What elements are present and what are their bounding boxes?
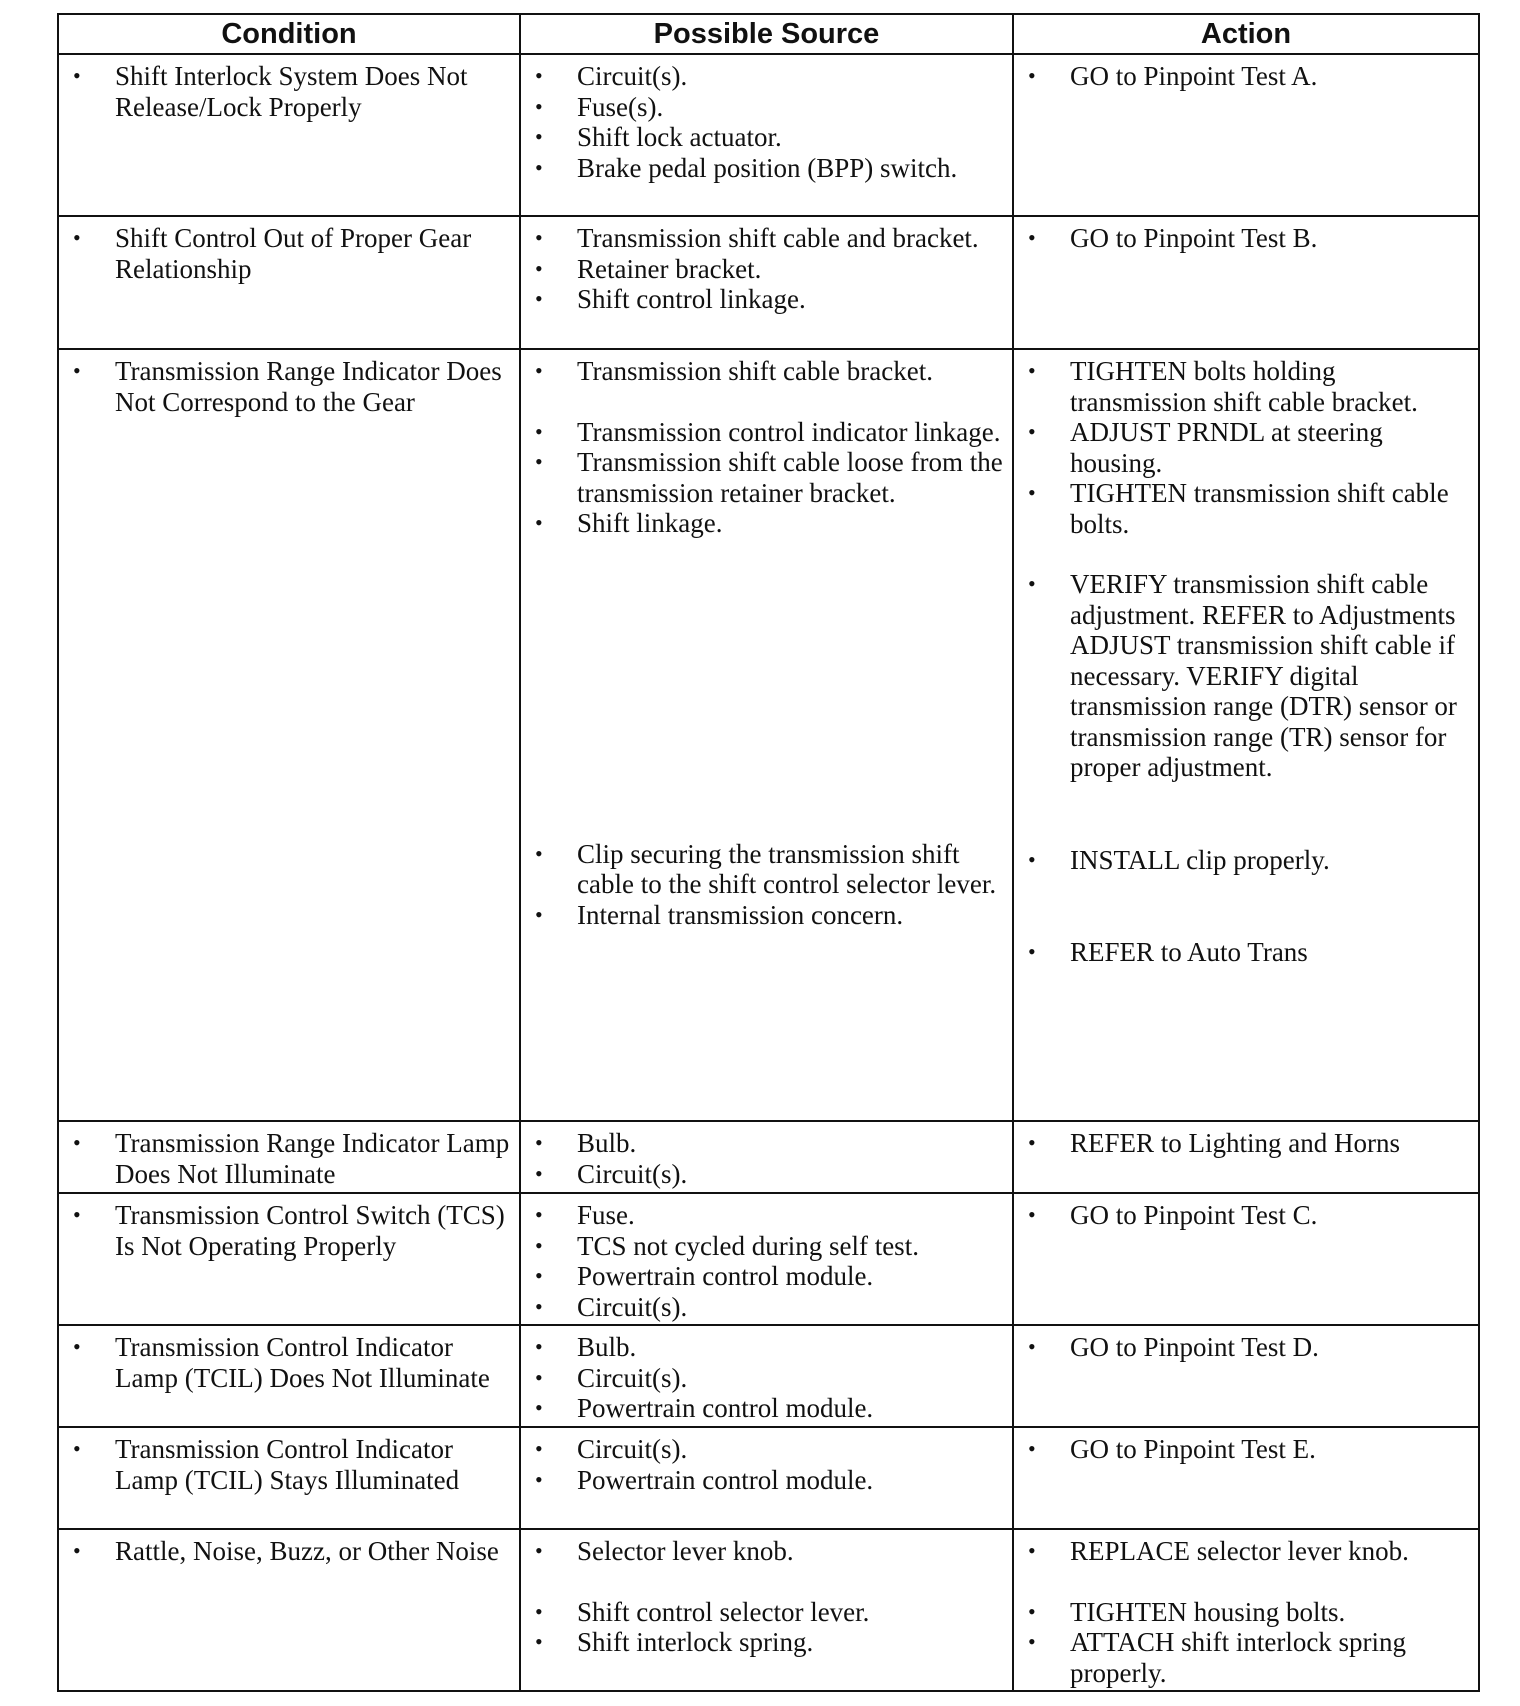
source-item: • Powertrain control module. (521, 1261, 1004, 1292)
condition-item: • Shift Interlock System Does Not Release/Lock Properly (59, 61, 511, 122)
condition-item: • Transmission Range Indicator Lamp Does Not Illuminate (59, 1128, 511, 1189)
source-cell (520, 1193, 1013, 1325)
source-item: • Powertrain control module. (521, 1393, 1004, 1424)
action-item: • REPLACE selector lever knob. (1014, 1536, 1470, 1567)
action-item: • TIGHTEN housing bolts. (1014, 1597, 1470, 1628)
source-item: • Shift lock actuator. (521, 122, 1004, 153)
source-item: • Transmission control indicator linkage. (521, 417, 1004, 448)
source-item: • Transmission shift cable loose from the transmission retainer bracket. (521, 447, 1004, 508)
source-item: • Brake pedal position (BPP) switch. (521, 153, 1004, 184)
action-cell (1013, 1121, 1479, 1193)
table-row (58, 1325, 1479, 1427)
header-action: Action (1013, 14, 1479, 54)
action-cell (1013, 1529, 1479, 1691)
condition-item: • Rattle, Noise, Buzz, or Other Noise (59, 1536, 511, 1567)
source-item: • Circuit(s). (521, 1363, 1004, 1394)
action-item: • GO to Pinpoint Test A. (1014, 61, 1470, 92)
source-item: • Bulb. (521, 1332, 1004, 1363)
action-cell (1013, 349, 1479, 1121)
table-row (58, 216, 1479, 349)
action-item: • GO to Pinpoint Test D. (1014, 1332, 1470, 1363)
action-item: • ATTACH shift interlock spring properly. (1014, 1627, 1470, 1688)
source-item: • Circuit(s). (521, 1434, 1004, 1465)
source-cell (520, 1427, 1013, 1529)
action-item: • GO to Pinpoint Test C. (1014, 1200, 1470, 1231)
table-row (58, 1529, 1479, 1691)
action-item: • REFER to Lighting and Horns (1014, 1128, 1470, 1159)
source-cell (520, 1529, 1013, 1691)
action-cell (1013, 54, 1479, 216)
action-cell (1013, 1193, 1479, 1325)
action-item: • VERIFY transmission shift cable adjustment. REFER to Adjustments (1014, 569, 1470, 630)
action-item: • INSTALL clip properly. (1014, 845, 1470, 876)
source-item: • Fuse(s). (521, 92, 1004, 123)
source-cell (520, 54, 1013, 216)
source-item: • Circuit(s). (521, 1292, 1004, 1323)
source-item: • Circuit(s). (521, 1159, 1004, 1190)
source-item: • Transmission shift cable and bracket. (521, 223, 1004, 254)
action-item: • ADJUST PRNDL at steering housing. (1014, 417, 1470, 478)
action-item: • TIGHTEN transmission shift cable bolts. (1014, 478, 1470, 539)
source-item: • Transmission shift cable bracket. (521, 356, 1004, 387)
condition-cell (58, 1427, 520, 1529)
header-row (58, 14, 1479, 54)
source-item: • Powertrain control module. (521, 1465, 1004, 1496)
action-cell (1013, 1427, 1479, 1529)
source-item: • Internal transmission concern. (521, 900, 1004, 931)
condition-item: • Transmission Control Switch (TCS) Is Not Operating Properly (59, 1200, 511, 1261)
source-item: • Shift interlock spring. (521, 1627, 1004, 1658)
condition-cell (58, 1193, 520, 1325)
condition-cell (58, 1529, 520, 1691)
table-row (58, 1193, 1479, 1325)
source-item: • Bulb. (521, 1128, 1004, 1159)
header-possible-source: Possible Source (520, 14, 1013, 54)
source-item: • Selector lever knob. (521, 1536, 1004, 1567)
source-cell (520, 1121, 1013, 1193)
action-cell (1013, 1325, 1479, 1427)
source-item: • Shift control selector lever. (521, 1597, 1004, 1628)
source-item: • TCS not cycled during self test. (521, 1231, 1004, 1262)
action-continuation: ADJUST transmission shift cable if necessary. VERIFY digital transmission range (DTR) sensor or transmission range (TR) sensor for proper adjustment. (1070, 630, 1457, 782)
condition-cell (58, 216, 520, 349)
condition-cell (58, 54, 520, 216)
symptom-chart-table (57, 13, 1480, 1692)
table-row (58, 349, 1479, 1121)
condition-cell (58, 1121, 520, 1193)
source-item: • Retainer bracket. (521, 254, 1004, 285)
header-condition: Condition (58, 14, 520, 54)
source-cell (520, 1325, 1013, 1427)
table-row (58, 54, 1479, 216)
source-cell (520, 216, 1013, 349)
table-row (58, 1427, 1479, 1529)
source-cell (520, 349, 1013, 1121)
action-cell (1013, 216, 1479, 349)
source-item: • Shift linkage. (521, 508, 1004, 539)
action-item: • TIGHTEN bolts holding transmission shift cable bracket. (1014, 356, 1470, 417)
source-item: • Fuse. (521, 1200, 1004, 1231)
condition-item: • Transmission Control Indicator Lamp (TCIL) Stays Illuminated (59, 1434, 511, 1495)
condition-item: • Shift Control Out of Proper Gear Relationship (59, 223, 511, 284)
condition-cell (58, 1325, 520, 1427)
action-item: • REFER to Auto Trans (1014, 937, 1470, 968)
condition-cell (58, 349, 520, 1121)
source-item: • Clip securing the transmission shift cable to the shift control selector lever. (521, 839, 1004, 900)
source-item: • Shift control linkage. (521, 284, 1004, 315)
source-item: • Circuit(s). (521, 61, 1004, 92)
condition-item: • Transmission Control Indicator Lamp (TCIL) Does Not Illuminate (59, 1332, 511, 1393)
action-item: • GO to Pinpoint Test E. (1014, 1434, 1470, 1465)
action-item: • GO to Pinpoint Test B. (1014, 223, 1470, 254)
condition-item: • Transmission Range Indicator Does Not Correspond to the Gear (59, 356, 511, 417)
table-row (58, 1121, 1479, 1193)
